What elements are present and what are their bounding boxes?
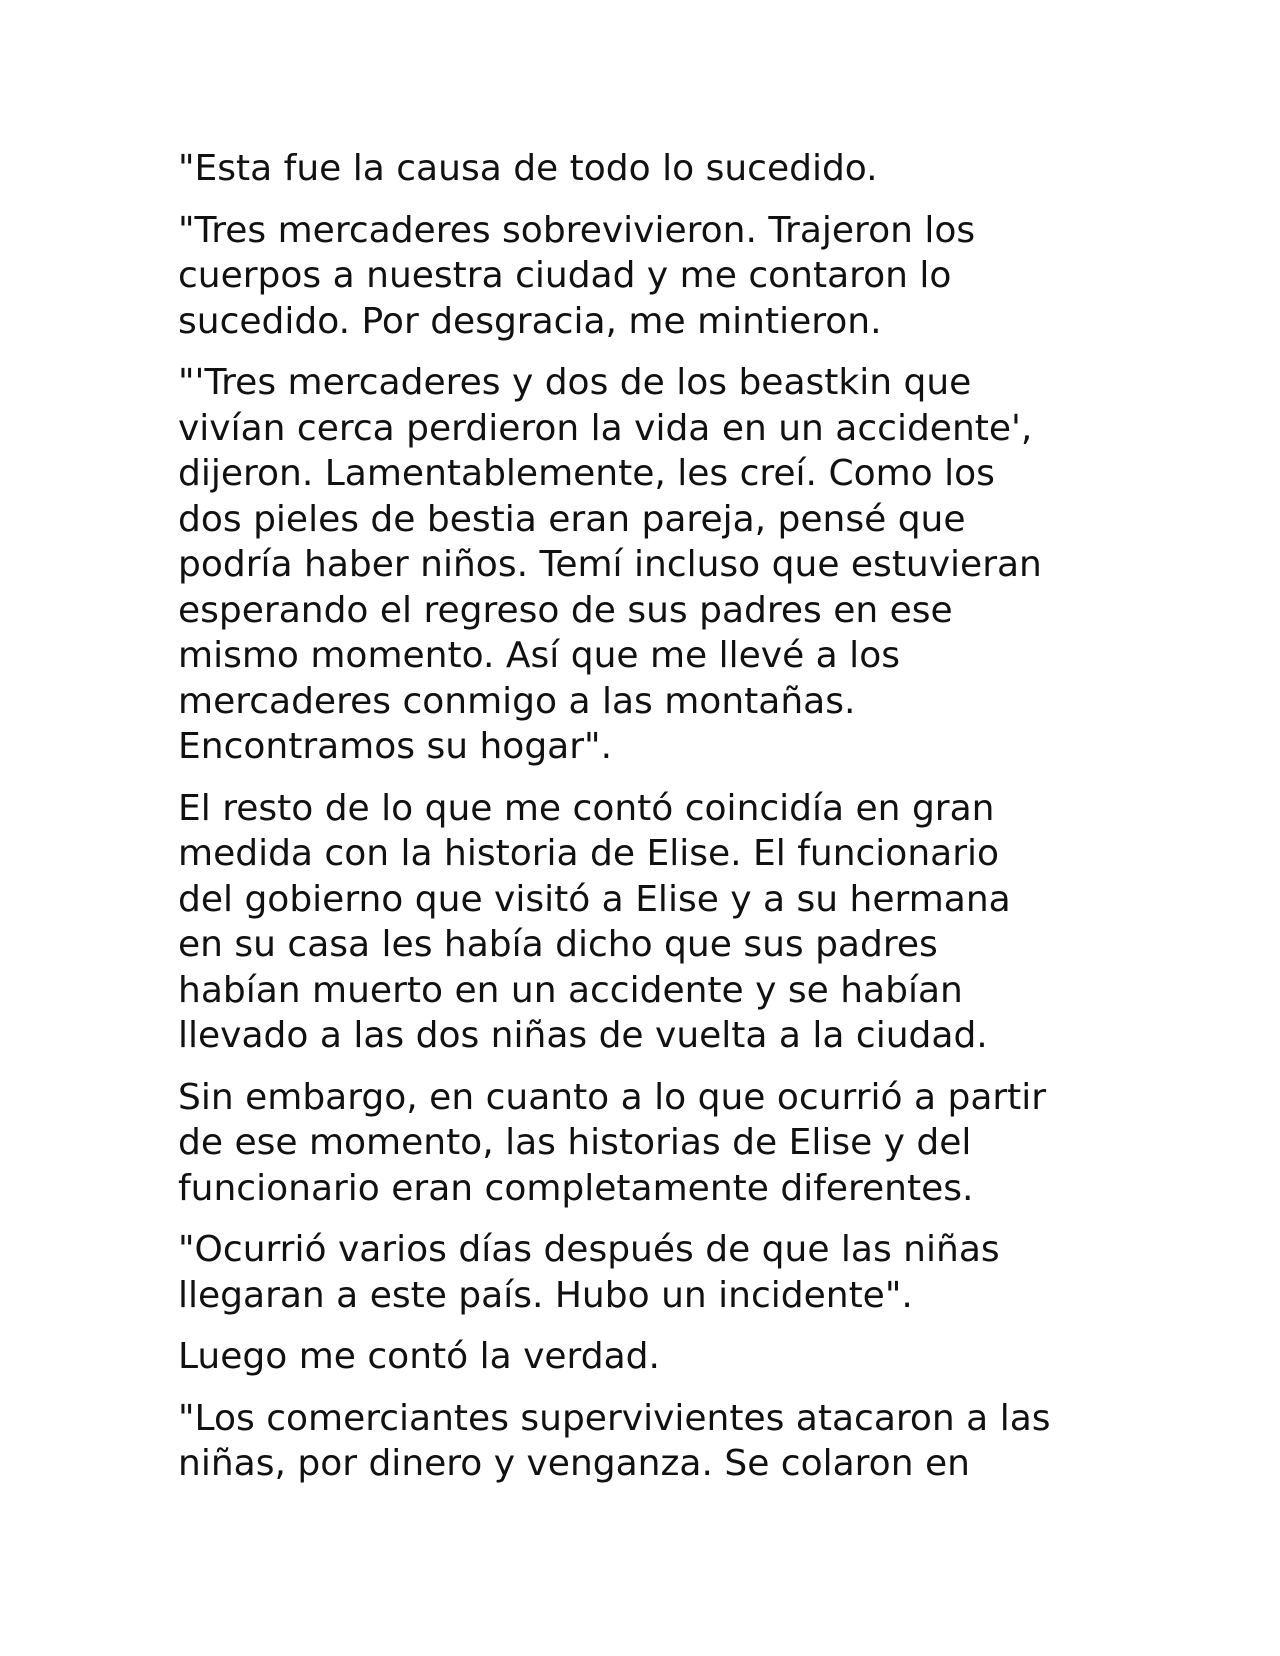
text-line: El resto de lo que me contó coincidía en gran <box>178 787 995 829</box>
text-line: habían muerto en un accidente y se habían <box>178 969 963 1011</box>
paragraph <box>178 1075 1118 1212</box>
paragraph <box>178 1334 1118 1380</box>
text-line: llevado a las dos niñas de vuelta a la ciudad. <box>178 1015 988 1056</box>
text-line: "Esta fue la causa de todo lo sucedido. <box>178 148 878 189</box>
text-line: Encontramos su hogar". <box>178 726 613 767</box>
text-line: Luego me contó la verdad. <box>178 1336 660 1377</box>
text-line: del gobierno que visitó a Elise y a su hermana <box>178 878 1011 920</box>
text-line: cuerpos a nuestra ciudad y me contaron lo <box>178 255 952 296</box>
text-line: "Ocurrió varios días después de que las niñas <box>178 1229 1000 1270</box>
text-line: niñas, por dinero y venganza. Se colaron en <box>178 1443 970 1484</box>
text-line: esperando el regreso de sus padres en ese <box>178 589 953 631</box>
text-line: mismo momento. Así que me llevé a los <box>178 635 900 676</box>
text-line: de ese momento, las historias de Elise y del <box>178 1122 972 1163</box>
paragraph <box>178 146 1118 192</box>
text-line: medida con la historia de Elise. El funcionario <box>178 833 1000 874</box>
text-line: sucedido. Por desgracia, me mintieron. <box>178 300 882 342</box>
text-line: funcionario eran completamente diferentes. <box>178 1167 974 1209</box>
body-text <box>178 146 1118 1503</box>
text-line: "Tres mercaderes sobrevivieron. Trajeron los <box>178 209 976 251</box>
text-line: en su casa les había dicho que sus padres <box>178 924 938 965</box>
text-line: vivían cerca perdieron la vida en un accidente', <box>178 407 1033 449</box>
text-line: mercaderes conmigo a las montañas. <box>178 680 856 722</box>
text-line: dijeron. Lamentablemente, les creí. Como los <box>178 453 995 494</box>
paragraph <box>178 786 1118 1059</box>
text-line: llegaran a este país. Hubo un incidente". <box>178 1274 913 1316</box>
paragraph <box>178 1227 1118 1318</box>
text-line: "'Tres mercaderes y dos de los beastkin que <box>178 362 972 403</box>
text-line: dos pieles de bestia eran pareja, pensé que <box>178 498 966 540</box>
paragraph <box>178 1396 1118 1487</box>
text-line: "Los comerciantes supervivientes atacaron a las <box>178 1397 1051 1439</box>
text-line: Sin embargo, en cuanto a lo que ocurrió a partir <box>178 1076 1047 1118</box>
paragraph <box>178 208 1118 345</box>
paragraph <box>178 360 1118 770</box>
text-line: podría haber niños. Temí incluso que estuvieran <box>178 544 1042 585</box>
